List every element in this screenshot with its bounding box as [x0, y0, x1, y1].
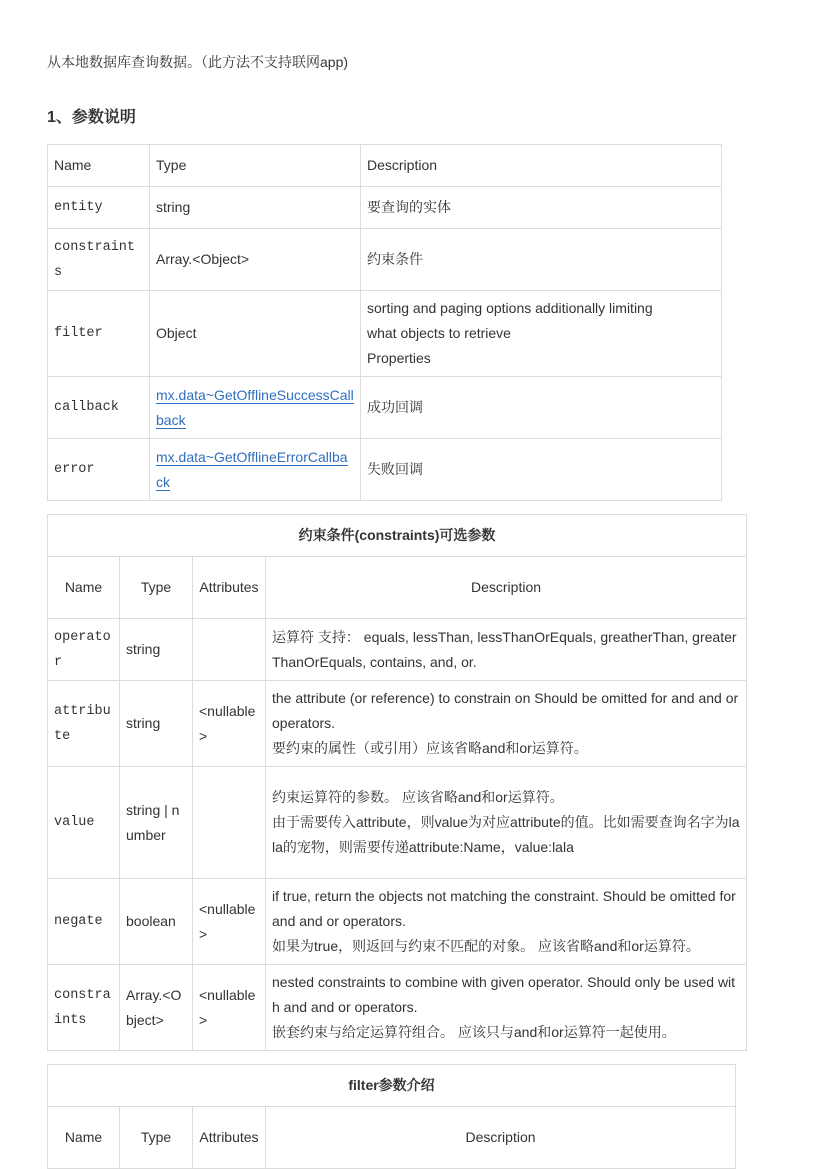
- header-description: Description: [266, 557, 747, 619]
- desc-line: 约束运算符的参数。 应该省略and和or运算符。: [272, 789, 564, 805]
- param-name: negate: [48, 879, 120, 965]
- param-desc: [361, 291, 722, 377]
- header-attributes: Attributes: [193, 1107, 266, 1169]
- header-description: Description: [266, 1107, 736, 1169]
- param-name: entity: [48, 187, 150, 229]
- desc-line: 嵌套约束与给定运算符组合。 应该只与and和or运算符一起使用。: [272, 1024, 676, 1040]
- params-table: [47, 144, 722, 501]
- table-row: [48, 681, 747, 767]
- param-name: constraints: [48, 965, 120, 1051]
- desc-line: what objects to retrieve: [367, 325, 511, 341]
- param-type: string: [120, 619, 193, 681]
- param-attr: [193, 619, 266, 681]
- error-callback-link[interactable]: mx.data~GetOfflineErrorCallback: [156, 448, 348, 490]
- table-row: [48, 965, 747, 1051]
- table-row: [48, 619, 747, 681]
- header-description: Description: [361, 145, 722, 187]
- param-type: string | number: [120, 767, 193, 879]
- param-type-cell: [150, 439, 361, 501]
- header-type: Type: [120, 1107, 193, 1169]
- desc-line: if true, return the objects not matching the constraint. Should be omitted for and and or operators.: [272, 888, 736, 929]
- param-name: filter: [48, 291, 150, 377]
- header-attributes: Attributes: [193, 557, 266, 619]
- desc-line: Properties: [367, 350, 431, 366]
- header-name: Name: [48, 145, 150, 187]
- param-type: string: [120, 681, 193, 767]
- table-row: [48, 229, 722, 291]
- filter-caption: filter参数介绍: [48, 1065, 736, 1107]
- header-type: Type: [120, 557, 193, 619]
- table-row: [48, 439, 722, 501]
- table-header-row: [48, 1107, 736, 1169]
- param-attr: <nullable>: [193, 681, 266, 767]
- param-type: string: [150, 187, 361, 229]
- table-row: [48, 377, 722, 439]
- table-header-row: [48, 145, 722, 187]
- param-desc: [266, 681, 747, 767]
- param-name: operator: [48, 619, 120, 681]
- param-desc: 运算符 支持： equals, lessThan, lessThanOrEquals, greatherThan, greaterThanOrEquals, contains, and, or.: [266, 619, 747, 681]
- desc-line: nested constraints to combine with given operator. Should only be used with and and or operators.: [272, 974, 736, 1015]
- param-type: Array.<Object>: [150, 229, 361, 291]
- constraints-caption: 约束条件(constraints)可选参数: [48, 515, 747, 557]
- desc-line: 由于需要传入attribute，则value为对应attribute的值。比如需要查询名字为lala的宠物，则需要传递attribute:Name，value:lala: [272, 814, 740, 855]
- header-name: Name: [48, 1107, 120, 1169]
- desc-line: 如果为true，则返回与约束不匹配的对象。 应该省略and和or运算符。: [272, 938, 700, 954]
- filter-table: [47, 1064, 736, 1169]
- param-type: boolean: [120, 879, 193, 965]
- table-row: [48, 291, 722, 377]
- param-name: constraints: [48, 229, 150, 291]
- param-attr: [193, 767, 266, 879]
- param-name: error: [48, 439, 150, 501]
- param-desc: 失败回调: [361, 439, 722, 501]
- param-type-cell: [150, 377, 361, 439]
- header-name: Name: [48, 557, 120, 619]
- param-attr: <nullable>: [193, 965, 266, 1051]
- table-header-row: [48, 557, 747, 619]
- table-row: [48, 879, 747, 965]
- intro-text: 从本地数据库查询数据。（此方法不支持联网app): [47, 54, 349, 70]
- param-type: Object: [150, 291, 361, 377]
- param-desc: [266, 767, 747, 879]
- param-type: Array.<Object>: [120, 965, 193, 1051]
- param-desc: 要查询的实体: [361, 187, 722, 229]
- success-callback-link[interactable]: mx.data~GetOfflineSuccessCallback: [156, 386, 354, 428]
- table-row: [48, 767, 747, 879]
- desc-line: sorting and paging options additionally limiting: [367, 300, 653, 316]
- param-name: value: [48, 767, 120, 879]
- desc-line: 要约束的属性（或引用）应该省略and和or运算符。: [272, 740, 588, 756]
- param-desc: 成功回调: [361, 377, 722, 439]
- param-desc: 约束条件: [361, 229, 722, 291]
- param-attr: <nullable>: [193, 879, 266, 965]
- param-desc: [266, 965, 747, 1051]
- section-title: 1、参数说明: [47, 109, 136, 126]
- constraints-table: [47, 514, 747, 1051]
- desc-line: the attribute (or reference) to constrain on Should be omitted for and and or operators.: [272, 690, 739, 731]
- param-desc: [266, 879, 747, 965]
- param-name: attribute: [48, 681, 120, 767]
- header-type: Type: [150, 145, 361, 187]
- table-row: [48, 187, 722, 229]
- param-name: callback: [48, 377, 150, 439]
